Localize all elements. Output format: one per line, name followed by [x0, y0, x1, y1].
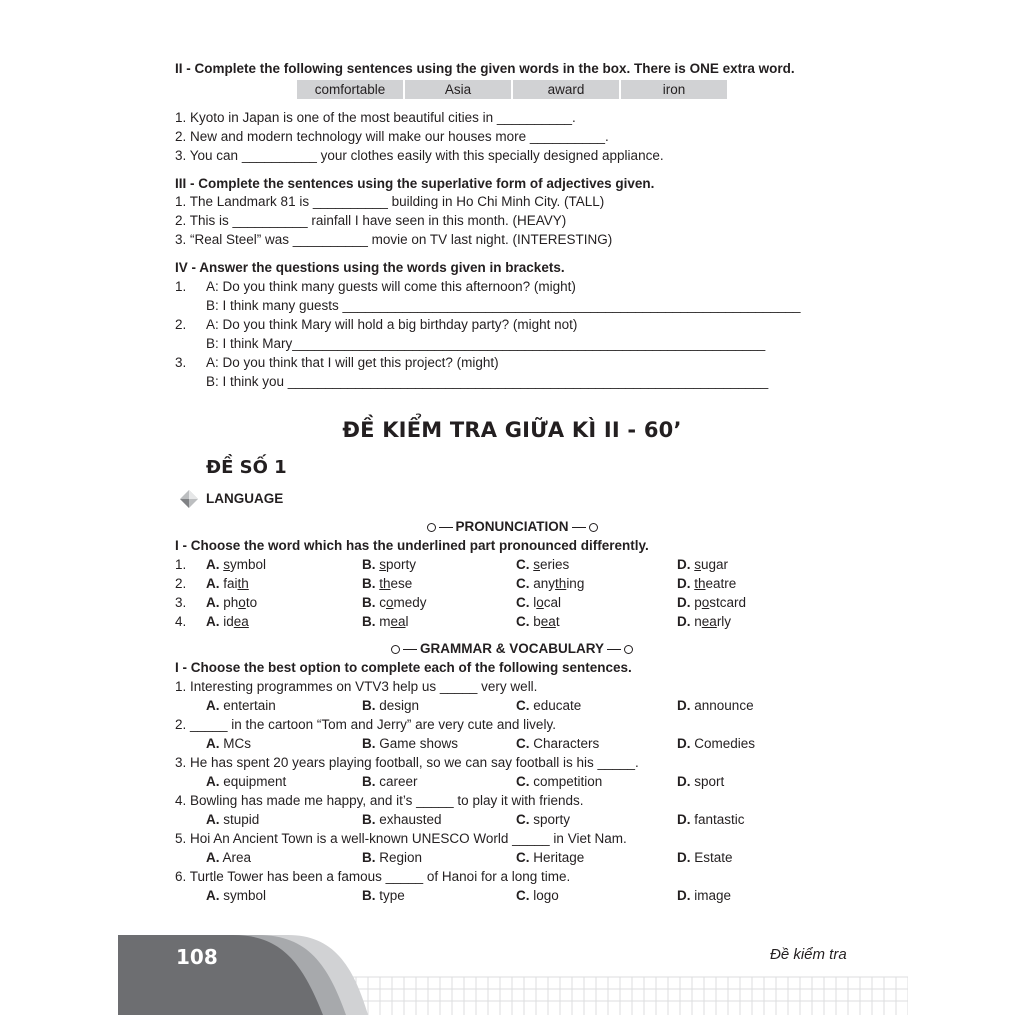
pronunciation-option — [362, 594, 427, 612]
option-underlined-part: o — [536, 595, 544, 610]
option-letter: C. — [516, 850, 530, 865]
option-letter: C. — [516, 557, 530, 572]
option-text: educate — [533, 698, 582, 713]
option-underlined-part: o — [701, 595, 710, 610]
section4-heading: IV - Answer the questions using the words given in brackets. — [175, 260, 565, 275]
option-text-start: c — [379, 595, 387, 610]
option-text: type — [379, 888, 405, 903]
option-letter: D. — [677, 576, 691, 591]
pronunciation-option — [677, 594, 746, 612]
option-letter: D. — [677, 812, 691, 827]
option-text-start: m — [379, 614, 391, 629]
option-letter: B. — [362, 812, 376, 827]
grammar-option — [206, 773, 286, 791]
option-letter: A. — [206, 850, 220, 865]
section2-item: 3. You can __________ your clothes easily with this specially designed appliance. — [175, 148, 664, 163]
option-letter: C. — [516, 614, 530, 629]
pronunciation-option — [516, 613, 560, 631]
option-letter: B. — [362, 736, 376, 751]
option-text-start: n — [694, 614, 702, 629]
section4-number: 1. — [175, 279, 187, 294]
section2-heading: II - Complete the following sentences using the given words in the box. There is ONE extra word. — [175, 61, 795, 76]
grammar-option — [362, 773, 418, 791]
option-letter: B. — [362, 774, 376, 789]
option-text-start: ph — [223, 595, 239, 610]
option-text: logo — [533, 888, 559, 903]
option-underlined-part: th — [379, 576, 391, 591]
option-letter: A. — [206, 812, 220, 827]
option-text: fantastic — [694, 812, 745, 827]
option-text-end: l — [405, 614, 409, 629]
pronunciation-option — [516, 594, 561, 612]
option-letter: D. — [677, 774, 691, 789]
option-letter: A. — [206, 557, 220, 572]
grammar-option — [677, 811, 745, 829]
section2-item: 1. Kyoto in Japan is one of the most beautiful cities in __________. — [175, 110, 576, 125]
option-letter: C. — [516, 576, 530, 591]
option-letter: D. — [677, 888, 691, 903]
grammar-option — [362, 697, 419, 715]
pronunciation-option — [516, 556, 569, 574]
option-underlined-part: ea — [701, 614, 717, 629]
option-letter: B. — [362, 576, 376, 591]
word-box-cell: comfortable — [297, 80, 403, 99]
grammar-option — [677, 735, 755, 753]
exam-title: ĐỀ KIỂM TRA GIỮA KÌ II - 60’ — [342, 418, 682, 442]
section4-answer-line: B: I think many guests _____________________________________________________________ — [206, 298, 801, 313]
grammar-question: 3. He has spent 20 years playing football, so we can say football is his _____. — [175, 755, 639, 770]
grammar-option — [206, 811, 259, 829]
option-text: Heritage — [533, 850, 585, 865]
option-underlined-part: s — [223, 557, 231, 572]
option-letter: A. — [206, 698, 220, 713]
option-letter: A. — [206, 774, 220, 789]
option-text-start: id — [223, 614, 234, 629]
option-underlined-part: s — [533, 557, 541, 572]
grammar-option — [677, 849, 733, 867]
option-text: exhausted — [379, 812, 442, 827]
ring-icon — [391, 645, 400, 654]
section4-question: A: Do you think that I will get this project? (might) — [206, 355, 499, 370]
grammar-question: 2. _____ in the cartoon “Tom and Jerry” are very cute and lively. — [175, 717, 556, 732]
pronunciation-number: 1. — [175, 557, 187, 572]
option-letter: A. — [206, 595, 220, 610]
option-text-end: cal — [543, 595, 562, 610]
option-text: Characters — [533, 736, 600, 751]
section3-item: 3. “Real Steel” was __________ movie on TV last night. (INTERESTING) — [175, 232, 613, 247]
option-text: Estate — [694, 850, 733, 865]
pronunciation-option — [206, 556, 266, 574]
diamond-bullet-icon — [179, 489, 199, 509]
option-letter: D. — [677, 736, 691, 751]
grammar-question: 6. Turtle Tower has been a famous _____ of Hanoi for a long time. — [175, 869, 571, 884]
pronunciation-option — [362, 556, 416, 574]
option-underlined-part: th — [694, 576, 706, 591]
option-underlined-part: s — [379, 557, 387, 572]
section4-number: 3. — [175, 355, 187, 370]
option-text-end: eries — [540, 557, 570, 572]
word-box-cell: award — [513, 80, 619, 99]
option-text: competition — [533, 774, 603, 789]
grammar-option — [362, 887, 405, 905]
part-label: LANGUAGE — [206, 491, 284, 506]
option-letter: C. — [516, 698, 530, 713]
grammar-option — [677, 887, 731, 905]
option-text-start: l — [533, 595, 537, 610]
option-letter: A. — [206, 576, 220, 591]
option-text-end: ugar — [701, 557, 729, 572]
option-letter: B. — [362, 698, 376, 713]
option-letter: C. — [516, 595, 530, 610]
pronunciation-option — [677, 613, 731, 631]
option-text: Game shows — [379, 736, 459, 751]
grammar-option — [516, 773, 602, 791]
option-letter: C. — [516, 888, 530, 903]
pronunciation-option — [677, 556, 728, 574]
ring-icon — [624, 645, 633, 654]
option-letter: C. — [516, 812, 530, 827]
grammar-option — [516, 697, 581, 715]
option-letter: D. — [677, 557, 691, 572]
option-text: sport — [694, 774, 725, 789]
option-letter: D. — [677, 614, 691, 629]
section2-item: 2. New and modern technology will make our houses more __________. — [175, 129, 609, 144]
option-underlined-part: ea — [540, 614, 556, 629]
option-letter: C. — [516, 774, 530, 789]
page-number: 108 — [176, 945, 218, 969]
grammar-option — [516, 887, 559, 905]
dash-icon — [572, 527, 586, 528]
footer-label: Đề kiểm tra — [770, 946, 847, 963]
option-text-start: p — [694, 595, 702, 610]
pronunciation-option — [362, 613, 409, 631]
dash-icon — [439, 527, 453, 528]
pronunciation-option — [362, 575, 412, 593]
grammar-header-label: GRAMMAR & VOCABULARY — [420, 641, 604, 656]
option-letter: B. — [362, 614, 376, 629]
option-text: announce — [694, 698, 754, 713]
option-letter: B. — [362, 595, 376, 610]
option-text: design — [379, 698, 420, 713]
section4-question: A: Do you think many guests will come this afternoon? (might) — [206, 279, 576, 294]
option-underlined-part: s — [694, 557, 702, 572]
option-text: Area — [222, 850, 252, 865]
option-text: stupid — [223, 812, 260, 827]
option-letter: A. — [206, 614, 220, 629]
grammar-option — [206, 849, 251, 867]
pronunciation-number: 2. — [175, 576, 187, 591]
grammar-option — [206, 735, 251, 753]
pronunciation-heading: I - Choose the word which has the underlined part pronounced differently. — [175, 538, 649, 553]
option-letter: A. — [206, 736, 220, 751]
pronunciation-option — [206, 575, 249, 593]
option-letter: D. — [677, 850, 691, 865]
pronunciation-option — [206, 594, 257, 612]
dash-icon — [607, 649, 621, 650]
option-text-start: fai — [223, 576, 238, 591]
section3-heading: III - Complete the sentences using the superlative form of adjectives given. — [175, 176, 655, 191]
option-letter: C. — [516, 736, 530, 751]
option-letter: D. — [677, 698, 691, 713]
option-text-start: b — [533, 614, 541, 629]
grammar-option — [516, 735, 599, 753]
option-text-end: stcard — [709, 595, 747, 610]
grammar-option — [677, 773, 724, 791]
option-text: Region — [379, 850, 423, 865]
option-text: equipment — [223, 774, 287, 789]
option-text: image — [694, 888, 732, 903]
option-text: Comedies — [694, 736, 756, 751]
option-letter: B. — [362, 557, 376, 572]
option-text-end: rly — [716, 614, 732, 629]
section4-question: A: Do you think Mary will hold a big birthday party? (might not) — [206, 317, 578, 332]
grammar-heading: I - Choose the best option to complete each of the following sentences. — [175, 660, 632, 675]
grammar-question: 4. Bowling has made me happy, and it’s _____ to play it with friends. — [175, 793, 584, 808]
grammar-option — [677, 697, 754, 715]
option-text: career — [379, 774, 418, 789]
section4-answer-line: B: I think you ________________________________________________________________ — [206, 374, 769, 389]
exam-subtitle: ĐỀ SỐ 1 — [206, 457, 287, 478]
ring-icon — [589, 523, 598, 532]
option-letter: A. — [206, 888, 220, 903]
grammar-option — [362, 849, 422, 867]
pronunciation-number: 4. — [175, 614, 187, 629]
section4-answer-line: B: I think Mary_______________________________________________________________ — [206, 336, 766, 351]
grammar-option — [516, 849, 584, 867]
grammar-option — [516, 811, 570, 829]
pronunciation-option — [206, 613, 249, 631]
option-text-end: ing — [566, 576, 585, 591]
option-letter: D. — [677, 595, 691, 610]
option-text: MCs — [223, 736, 252, 751]
grammar-question: 5. Hoi An Ancient Town is a well-known UNESCO World _____ in Viet Nam. — [175, 831, 627, 846]
option-text-end: porty — [386, 557, 417, 572]
pronunciation-option — [516, 575, 584, 593]
option-text: sporty — [533, 812, 571, 827]
option-text-end: eatre — [705, 576, 737, 591]
word-box-cell: iron — [621, 80, 727, 99]
option-underlined-part: o — [386, 595, 394, 610]
pronunciation-number: 3. — [175, 595, 187, 610]
option-text-end: t — [555, 614, 560, 629]
grammar-option — [362, 735, 458, 753]
option-text-end: medy — [393, 595, 427, 610]
ring-icon — [427, 523, 436, 532]
word-box-cell: Asia — [405, 80, 511, 99]
grammar-option — [362, 811, 442, 829]
option-underlined-part: ea — [233, 614, 249, 629]
option-underlined-part: th — [555, 576, 567, 591]
option-underlined-part: th — [237, 576, 249, 591]
pronunciation-header-label: PRONUNCIATION — [455, 519, 569, 534]
grammar-option — [206, 697, 276, 715]
option-text-end: ese — [390, 576, 413, 591]
grammar-header — [0, 640, 1024, 658]
option-text-end: ymbol — [230, 557, 267, 572]
grammar-option — [206, 887, 266, 905]
option-letter: B. — [362, 850, 376, 865]
pronunciation-header — [0, 518, 1024, 536]
grammar-question: 1. Interesting programmes on VTV3 help us _____ very well. — [175, 679, 538, 694]
pronunciation-option — [677, 575, 736, 593]
option-text: entertain — [223, 698, 276, 713]
option-underlined-part: o — [238, 595, 246, 610]
option-text-end: to — [245, 595, 258, 610]
option-underlined-part: ea — [390, 614, 406, 629]
option-letter: B. — [362, 888, 376, 903]
section3-item: 1. The Landmark 81 is __________ building in Ho Chi Minh City. (TALL) — [175, 194, 605, 209]
option-text: symbol — [223, 888, 267, 903]
option-text-start: any — [533, 576, 556, 591]
section3-item: 2. This is __________ rainfall I have seen in this month. (HEAVY) — [175, 213, 567, 228]
word-box — [297, 80, 727, 99]
section4-number: 2. — [175, 317, 187, 332]
dash-icon — [403, 649, 417, 650]
